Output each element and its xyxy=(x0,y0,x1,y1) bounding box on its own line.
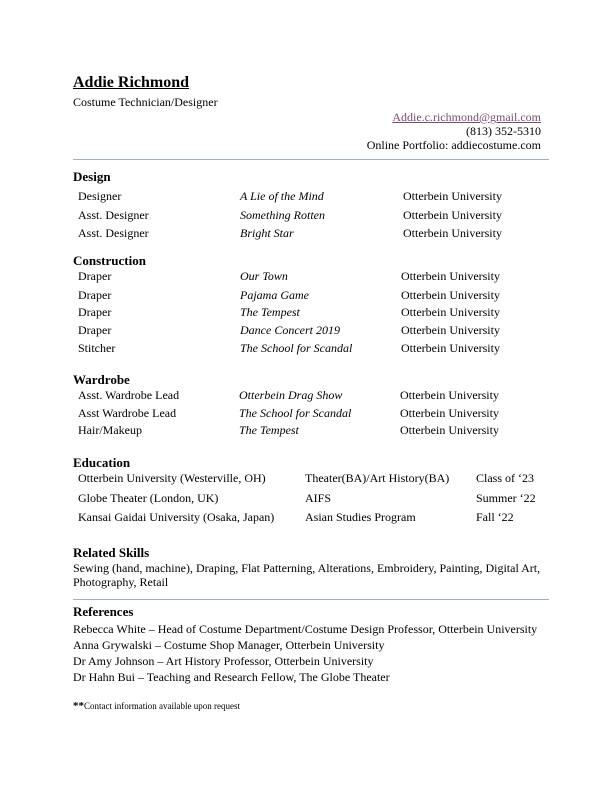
design-role: Designer xyxy=(78,189,122,203)
section-heading-education: Education xyxy=(73,455,131,470)
wardrobe-show: The School for Scandal xyxy=(239,406,352,420)
wardrobe-venue: Otterbein University xyxy=(400,388,499,402)
construction-role: Draper xyxy=(78,269,112,283)
construction-venue: Otterbein University xyxy=(401,323,500,337)
wardrobe-role: Asst Wardrobe Lead xyxy=(78,406,177,420)
construction-role: Stitcher xyxy=(78,341,116,355)
section-heading-skills: Related Skills xyxy=(73,545,150,560)
reference-item: Dr Hahn Bui – Teaching and Research Fellow, The Globe Theater xyxy=(73,670,390,684)
design-venue: Otterbein University xyxy=(403,226,502,240)
job-title: Costume Technician/Designer xyxy=(73,95,218,109)
email-link[interactable]: Addie.c.richmond@gmail.com xyxy=(392,110,541,124)
construction-show: Dance Concert 2019 xyxy=(240,323,340,337)
wardrobe-role: Asst. Wardrobe Lead xyxy=(78,388,180,402)
wardrobe-role: Hair/Makeup xyxy=(78,423,142,437)
construction-show: Our Town xyxy=(240,269,288,283)
footnote-asterisks: ** xyxy=(73,700,84,712)
section-heading-design: Design xyxy=(73,169,111,184)
design-show: A Lie of the Mind xyxy=(240,189,324,203)
education-school: Globe Theater (London, UK) xyxy=(78,491,219,505)
construction-role: Draper xyxy=(78,288,112,302)
construction-role: Draper xyxy=(78,305,112,319)
construction-role: Draper xyxy=(78,323,112,337)
reference-item: Dr Amy Johnson – Art History Professor, Otterbein University xyxy=(73,654,374,668)
construction-venue: Otterbein University xyxy=(401,269,500,283)
education-date: Fall ‘22 xyxy=(476,510,514,524)
design-venue: Otterbein University xyxy=(403,189,502,203)
design-venue: Otterbein University xyxy=(403,208,502,222)
education-school: Kansai Gaidai University (Osaka, Japan) xyxy=(78,510,275,524)
reference-item: Anna Grywalski – Costume Shop Manager, Otterbein University xyxy=(73,638,385,652)
education-program: AIFS xyxy=(305,491,332,505)
education-program: Theater(BA)/Art History(BA) xyxy=(305,471,450,485)
phone-number: (813) 352-5310 xyxy=(466,124,541,138)
contact-footnote xyxy=(73,700,240,712)
wardrobe-show: The Tempest xyxy=(239,423,299,437)
design-show: Bright Star xyxy=(240,226,294,240)
wardrobe-venue: Otterbein University xyxy=(400,406,499,420)
reference-item: Rebecca White – Head of Costume Department/Costume Design Professor, Otterbein University xyxy=(73,622,538,636)
wardrobe-venue: Otterbein University xyxy=(400,423,499,437)
education-date: Summer ‘22 xyxy=(476,491,536,505)
design-show: Something Rotten xyxy=(240,208,325,222)
design-role: Asst. Designer xyxy=(78,208,149,222)
construction-venue: Otterbein University xyxy=(401,288,500,302)
construction-show: The School for Scandal xyxy=(240,341,353,355)
education-program: Asian Studies Program xyxy=(305,510,416,524)
header-divider xyxy=(73,159,549,160)
skills-divider xyxy=(73,599,549,600)
resume-name: Addie Richmond xyxy=(73,74,190,91)
skills-text: Sewing (hand, machine), Draping, Flat Patterning, Alterations, Embroidery, Painting, Digital Art, Photography, Retail xyxy=(73,561,541,589)
section-heading-wardrobe: Wardrobe xyxy=(73,372,130,387)
portfolio-link: Online Portfolio: addiecostume.com xyxy=(366,138,541,152)
section-heading-construction: Construction xyxy=(73,253,146,268)
construction-venue: Otterbein University xyxy=(401,305,500,319)
construction-show: The Tempest xyxy=(240,305,300,319)
footnote-text: Contact information available upon request xyxy=(84,701,240,711)
construction-venue: Otterbein University xyxy=(401,341,500,355)
section-heading-references: References xyxy=(73,604,134,619)
construction-show: Pajama Game xyxy=(240,288,309,302)
education-school: Otterbein University (Westerville, OH) xyxy=(78,471,266,485)
wardrobe-show: Otterbein Drag Show xyxy=(239,388,343,402)
education-date: Class of ‘23 xyxy=(476,471,534,485)
design-role: Asst. Designer xyxy=(78,226,149,240)
